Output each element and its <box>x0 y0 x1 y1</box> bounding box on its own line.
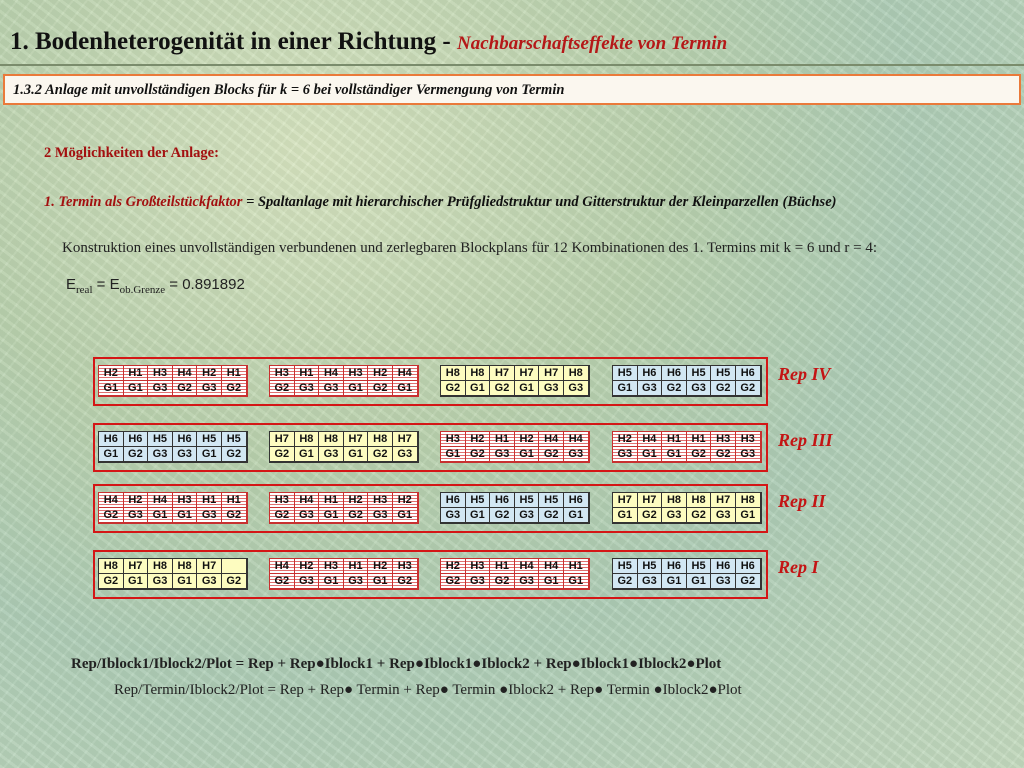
h-cell: H5 <box>148 432 173 447</box>
h-cell: H3 <box>736 432 761 447</box>
h-cell: H5 <box>613 366 638 381</box>
g-cell: G1 <box>319 508 344 523</box>
h-cell: H6 <box>173 432 198 447</box>
g-cell: G3 <box>638 574 663 589</box>
g-cell: G3 <box>490 447 515 462</box>
h-cell: H7 <box>344 432 369 447</box>
efficiency-grenze-subscript: ob.Grenze <box>119 284 166 296</box>
h-cell: H6 <box>99 432 124 447</box>
g-cell: G2 <box>490 508 515 523</box>
incomplete-block <box>612 492 762 524</box>
h-cell: H5 <box>711 366 736 381</box>
g-cell: G2 <box>490 381 515 396</box>
h-cell: H8 <box>466 366 491 381</box>
g-cell: G2 <box>99 574 124 589</box>
h-cell: H8 <box>687 493 712 508</box>
h-cell: H8 <box>662 493 687 508</box>
g-cell: G3 <box>148 381 173 396</box>
g-cell: G1 <box>613 508 638 523</box>
incomplete-block <box>440 558 590 590</box>
g-cell: G2 <box>99 508 124 523</box>
g-cell: G3 <box>687 381 712 396</box>
h-cell: H2 <box>441 559 466 574</box>
h-cell: H5 <box>197 432 222 447</box>
h-cell: H3 <box>711 432 736 447</box>
g-cell: G1 <box>197 447 222 462</box>
incomplete-block <box>269 365 419 397</box>
h-cell: H1 <box>319 493 344 508</box>
g-cell: G2 <box>539 447 564 462</box>
g-cell: G3 <box>148 447 173 462</box>
efficiency-formula <box>66 276 245 296</box>
h-cell: H7 <box>638 493 663 508</box>
g-cell: G3 <box>711 508 736 523</box>
g-cell: G2 <box>613 574 638 589</box>
g-cell: G1 <box>393 508 418 523</box>
title-main: 1. Bodenheterogenität in einer Richtung - <box>10 28 451 55</box>
h-cell: H6 <box>736 559 761 574</box>
h-cell: H4 <box>99 493 124 508</box>
page-title <box>10 28 727 56</box>
g-cell: G1 <box>515 381 540 396</box>
g-cell: G2 <box>222 381 247 396</box>
h-cell: H2 <box>613 432 638 447</box>
incomplete-block <box>98 365 248 397</box>
h-cell: H6 <box>711 559 736 574</box>
h-cell: H5 <box>613 559 638 574</box>
h-cell: H5 <box>638 559 663 574</box>
g-cell: G2 <box>368 381 393 396</box>
g-cell: G1 <box>393 381 418 396</box>
h-cell: H3 <box>344 366 369 381</box>
model-formula-iblock: Rep/Iblock1/Iblock2/Plot = Rep + Rep●Iblock1 + Rep●Iblock1●Iblock2 + Rep●Iblock1●Iblock2●Plot <box>71 656 722 672</box>
g-cell: G1 <box>99 381 124 396</box>
h-cell: H8 <box>148 559 173 574</box>
h-cell: H5 <box>687 559 712 574</box>
h-cell: H2 <box>393 493 418 508</box>
g-cell: G2 <box>441 381 466 396</box>
g-cell: G3 <box>295 574 320 589</box>
g-cell: G1 <box>368 574 393 589</box>
g-cell: G1 <box>319 574 344 589</box>
h-cell: H4 <box>564 432 589 447</box>
h-cell: H5 <box>466 493 491 508</box>
h-cell: H1 <box>564 559 589 574</box>
g-cell: G3 <box>197 381 222 396</box>
g-cell: G2 <box>270 574 295 589</box>
g-cell: G1 <box>99 447 124 462</box>
g-cell: G3 <box>319 381 344 396</box>
incomplete-block <box>612 365 762 397</box>
h-cell: H8 <box>173 559 198 574</box>
title-subtitle: Nachbarschaftseffekte von Termin <box>457 33 728 54</box>
h-cell: H6 <box>662 559 687 574</box>
h-cell: H5 <box>539 493 564 508</box>
g-cell: G1 <box>662 447 687 462</box>
rep-label: Rep III <box>778 430 833 450</box>
h-cell: H4 <box>295 493 320 508</box>
h-cell: H4 <box>173 366 198 381</box>
h-cell: H3 <box>270 493 295 508</box>
g-cell: G2 <box>687 447 712 462</box>
h-cell: H6 <box>490 493 515 508</box>
g-cell: G2 <box>711 381 736 396</box>
h-cell: H4 <box>638 432 663 447</box>
title-divider <box>0 64 1024 66</box>
h-cell: H7 <box>490 366 515 381</box>
h-cell: H1 <box>662 432 687 447</box>
incomplete-block <box>440 365 590 397</box>
g-cell: G1 <box>687 574 712 589</box>
h-cell: H5 <box>687 366 712 381</box>
h-cell: H4 <box>148 493 173 508</box>
h-cell: H3 <box>393 559 418 574</box>
incomplete-block <box>440 431 590 463</box>
h-cell: H7 <box>270 432 295 447</box>
h-cell: H1 <box>490 432 515 447</box>
incomplete-block <box>612 558 762 590</box>
h-cell: H2 <box>368 366 393 381</box>
g-cell: G1 <box>124 381 149 396</box>
h-cell: H8 <box>564 366 589 381</box>
h-cell: H7 <box>515 366 540 381</box>
g-cell: G2 <box>662 381 687 396</box>
g-cell: G1 <box>466 508 491 523</box>
g-cell: G3 <box>197 574 222 589</box>
g-cell: G2 <box>270 447 295 462</box>
h-cell: H2 <box>368 559 393 574</box>
h-cell: H6 <box>736 366 761 381</box>
g-cell: G1 <box>344 447 369 462</box>
g-cell: G3 <box>197 508 222 523</box>
g-cell: G2 <box>344 508 369 523</box>
efficiency-real-subscript: real <box>76 284 93 296</box>
g-cell: G3 <box>466 574 491 589</box>
h-cell: H6 <box>638 366 663 381</box>
h-cell: H4 <box>539 559 564 574</box>
g-cell: G2 <box>124 447 149 462</box>
g-cell: G3 <box>319 447 344 462</box>
h-cell: H1 <box>295 366 320 381</box>
g-cell: G2 <box>490 574 515 589</box>
h-cell: H4 <box>515 559 540 574</box>
g-cell: G3 <box>515 508 540 523</box>
g-cell: G1 <box>466 381 491 396</box>
h-cell: H1 <box>124 366 149 381</box>
g-cell: G3 <box>148 574 173 589</box>
h-cell: H1 <box>344 559 369 574</box>
g-cell: G1 <box>515 447 540 462</box>
incomplete-block <box>269 431 419 463</box>
h-cell: H3 <box>270 366 295 381</box>
h-cell: H6 <box>564 493 589 508</box>
g-cell: G1 <box>736 508 761 523</box>
h-cell: H3 <box>441 432 466 447</box>
g-cell: G3 <box>393 447 418 462</box>
h-cell <box>222 559 247 574</box>
g-cell: G3 <box>295 508 320 523</box>
g-cell: G2 <box>222 508 247 523</box>
section-header: 1.3.2 Anlage mit unvollständigen Blocks für k = 6 bei vollständiger Vermengung von Termin <box>3 74 1021 105</box>
incomplete-block <box>98 558 248 590</box>
g-cell: G1 <box>148 508 173 523</box>
g-cell: G1 <box>441 447 466 462</box>
g-cell: G3 <box>368 508 393 523</box>
h-cell: H8 <box>319 432 344 447</box>
h-cell: H5 <box>222 432 247 447</box>
h-cell: H3 <box>466 559 491 574</box>
h-cell: H1 <box>222 493 247 508</box>
g-cell: G2 <box>711 447 736 462</box>
g-cell: G2 <box>393 574 418 589</box>
h-cell: H8 <box>736 493 761 508</box>
h-cell: H1 <box>490 559 515 574</box>
rep-label: Rep I <box>778 557 819 577</box>
g-cell: G1 <box>173 508 198 523</box>
h-cell: H7 <box>613 493 638 508</box>
termin-design-text: = Spaltanlage mit hierarchischer Prüfgliedstruktur und Gitterstruktur der Kleinparzellen (Büchse) <box>242 194 837 210</box>
g-cell: G2 <box>736 574 761 589</box>
h-cell: H3 <box>148 366 173 381</box>
g-cell: G3 <box>441 508 466 523</box>
g-cell: G1 <box>295 447 320 462</box>
g-cell: G1 <box>539 574 564 589</box>
g-cell: G2 <box>466 447 491 462</box>
efficiency-equals: = E <box>92 276 120 293</box>
termin-description <box>44 194 836 211</box>
g-cell: G2 <box>173 381 198 396</box>
g-cell: G1 <box>124 574 149 589</box>
g-cell: G3 <box>613 447 638 462</box>
incomplete-block <box>98 431 248 463</box>
h-cell: H7 <box>197 559 222 574</box>
g-cell: G3 <box>515 574 540 589</box>
incomplete-block <box>98 492 248 524</box>
g-cell: G1 <box>662 574 687 589</box>
h-cell: H2 <box>466 432 491 447</box>
g-cell: G3 <box>711 574 736 589</box>
g-cell: G3 <box>564 381 589 396</box>
g-cell: G2 <box>270 508 295 523</box>
h-cell: H2 <box>124 493 149 508</box>
g-cell: G3 <box>124 508 149 523</box>
construction-text: Konstruktion eines unvollständigen verbundenen und zerlegbaren Blockplans für 12 Kombinationen des 1. Termins mit k = 6 und r = 4: <box>62 240 878 256</box>
g-cell: G2 <box>368 447 393 462</box>
g-cell: G1 <box>638 447 663 462</box>
g-cell: G3 <box>736 447 761 462</box>
efficiency-value: = 0.891892 <box>165 276 245 293</box>
g-cell: G3 <box>344 574 369 589</box>
h-cell: H3 <box>173 493 198 508</box>
h-cell: H1 <box>222 366 247 381</box>
h-cell: H2 <box>515 432 540 447</box>
h-cell: H1 <box>197 493 222 508</box>
h-cell: H8 <box>368 432 393 447</box>
g-cell: G2 <box>687 508 712 523</box>
g-cell: G1 <box>564 574 589 589</box>
g-cell: G3 <box>638 381 663 396</box>
h-cell: H4 <box>319 366 344 381</box>
g-cell: G2 <box>638 508 663 523</box>
h-cell: H4 <box>393 366 418 381</box>
h-cell: H2 <box>295 559 320 574</box>
rep-label: Rep II <box>778 491 826 511</box>
g-cell: G2 <box>222 447 247 462</box>
h-cell: H6 <box>124 432 149 447</box>
g-cell: G3 <box>173 447 198 462</box>
g-cell: G1 <box>613 381 638 396</box>
h-cell: H1 <box>687 432 712 447</box>
termin-factor: 1. Termin als Großteilstückfaktor <box>44 194 243 210</box>
h-cell: H2 <box>344 493 369 508</box>
g-cell: G1 <box>173 574 198 589</box>
g-cell: G2 <box>441 574 466 589</box>
g-cell: G2 <box>539 508 564 523</box>
rep-label: Rep IV <box>778 364 831 384</box>
h-cell: H8 <box>441 366 466 381</box>
h-cell: H2 <box>99 366 124 381</box>
g-cell: G3 <box>295 381 320 396</box>
g-cell: G2 <box>736 381 761 396</box>
incomplete-block <box>269 558 419 590</box>
options-heading: 2 Möglichkeiten der Anlage: <box>44 145 219 161</box>
h-cell: H6 <box>441 493 466 508</box>
g-cell: G2 <box>270 381 295 396</box>
g-cell: G1 <box>564 508 589 523</box>
model-formula-termin: Rep/Termin/Iblock2/Plot = Rep + Rep● Termin + Rep● Termin ●Iblock2 + Rep● Termin ●Iblock2●Plot <box>114 682 742 698</box>
h-cell: H5 <box>515 493 540 508</box>
h-cell: H8 <box>99 559 124 574</box>
h-cell: H7 <box>124 559 149 574</box>
incomplete-block <box>440 492 590 524</box>
incomplete-block <box>269 492 419 524</box>
h-cell: H8 <box>295 432 320 447</box>
g-cell: G3 <box>564 447 589 462</box>
h-cell: H4 <box>270 559 295 574</box>
h-cell: H7 <box>539 366 564 381</box>
h-cell: H4 <box>539 432 564 447</box>
incomplete-block <box>612 431 762 463</box>
h-cell: H6 <box>662 366 687 381</box>
g-cell: G3 <box>662 508 687 523</box>
h-cell: H3 <box>368 493 393 508</box>
efficiency-symbol: E <box>66 276 77 293</box>
h-cell: H2 <box>197 366 222 381</box>
h-cell: H7 <box>393 432 418 447</box>
g-cell: G3 <box>539 381 564 396</box>
h-cell: H3 <box>319 559 344 574</box>
g-cell: G1 <box>344 381 369 396</box>
g-cell: G2 <box>222 574 247 589</box>
h-cell: H7 <box>711 493 736 508</box>
